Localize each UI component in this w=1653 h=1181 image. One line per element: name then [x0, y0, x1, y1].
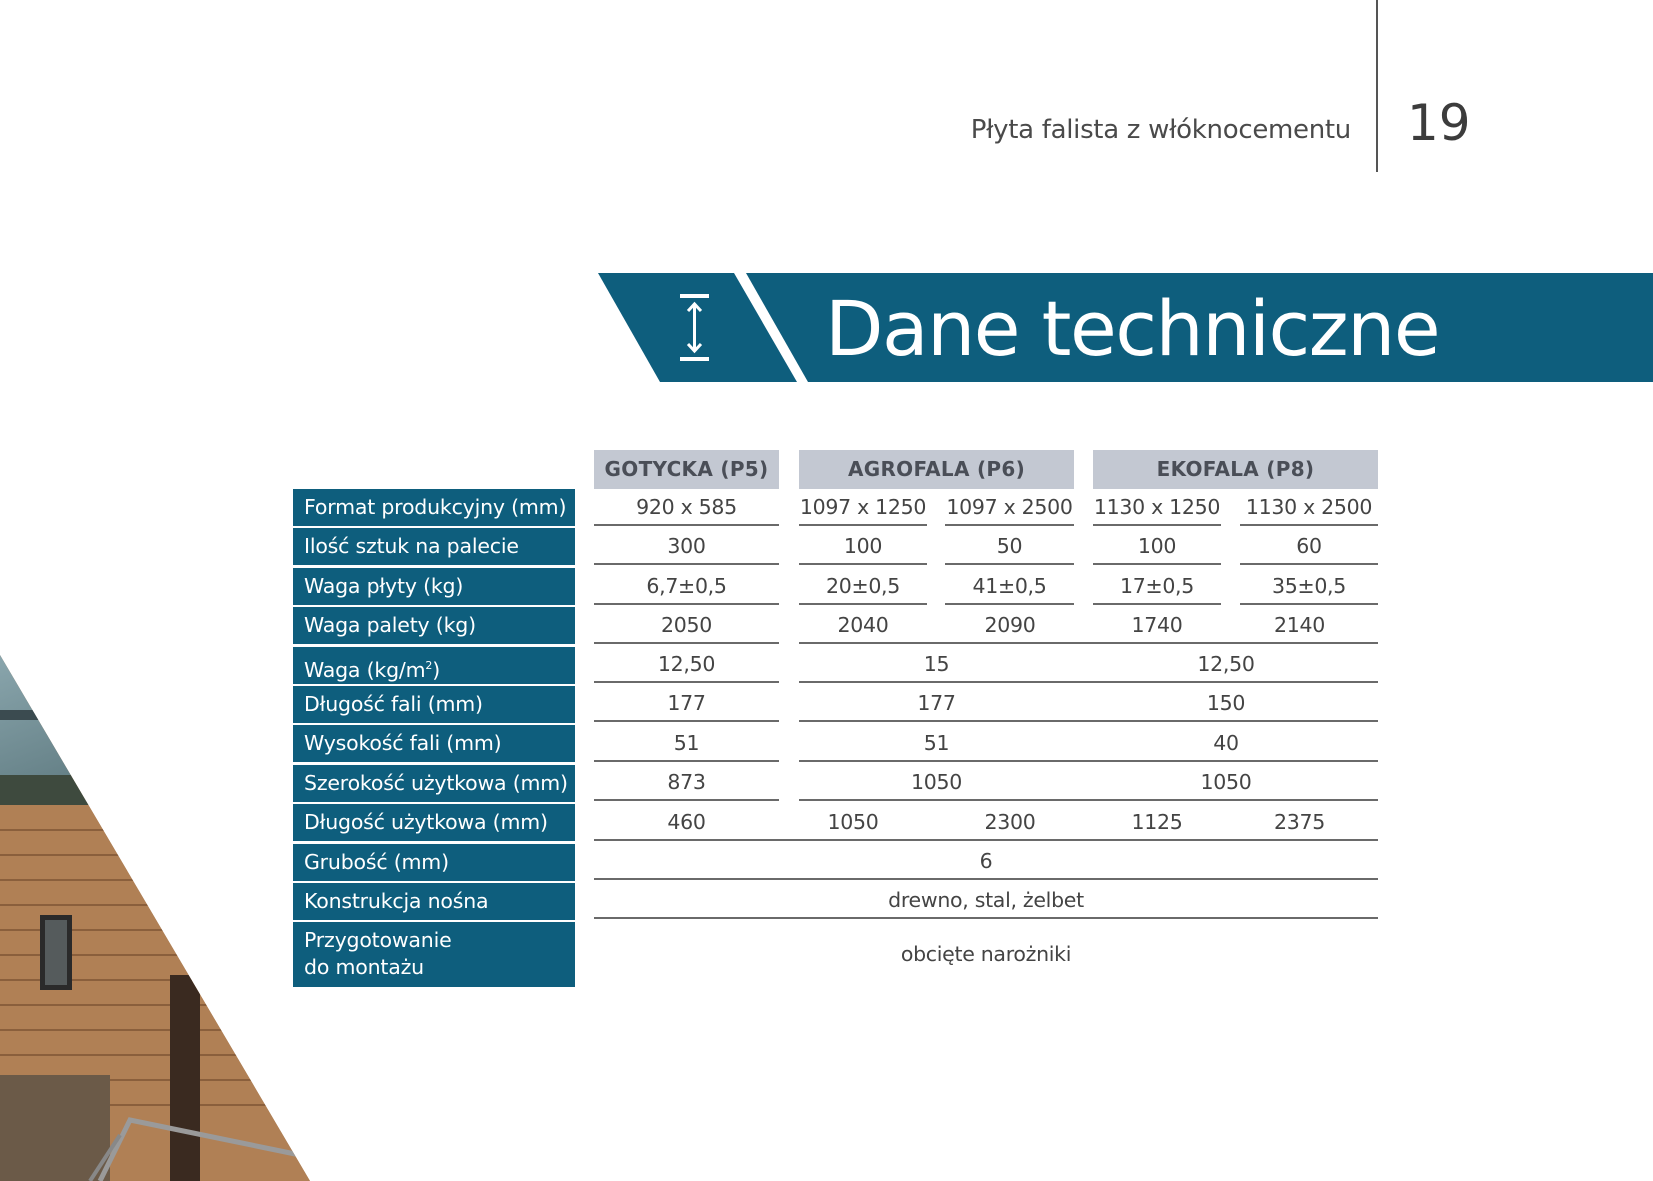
table-cell: 6,7±0,5: [594, 568, 779, 605]
header-divider: [1376, 0, 1378, 172]
document-title: Płyta falista z włóknocementu: [970, 115, 1351, 145]
table-cell: 1130 x 1250: [1093, 489, 1221, 526]
table-cell: 150: [1074, 685, 1378, 722]
table-cell: 2050: [594, 607, 779, 644]
table-cell: 2040: [799, 607, 927, 644]
table-cell: 35±0,5: [1240, 568, 1378, 605]
column-header-gotycka: GOTYCKA (P5): [594, 450, 779, 489]
row-label-installation-prep: Przygotowanie do montażu: [293, 922, 575, 987]
table-cell: 20±0,5: [799, 568, 927, 605]
table-cell: 1740: [1093, 607, 1221, 644]
row-label-support-structure: Konstrukcja nośna: [293, 883, 575, 920]
row-labels: [293, 489, 575, 990]
table-cell: 873: [594, 764, 779, 801]
table-cell: 920 x 585: [594, 489, 779, 526]
table-cell: 15: [799, 646, 1074, 683]
row-label-thickness: Grubość (mm): [293, 844, 575, 881]
table-cell: 460: [594, 804, 779, 841]
table-cell: 1125: [1093, 804, 1221, 841]
table-cell: 2375: [1221, 804, 1378, 841]
table-cell: 1097 x 2500: [945, 489, 1074, 526]
table-cell: 1050: [799, 764, 1074, 801]
table-cell: 100: [1093, 528, 1221, 565]
table-cell: 40: [1074, 725, 1378, 762]
table-cell: 1130 x 2500: [1240, 489, 1378, 526]
row-label-pallet-weight: Waga palety (kg): [293, 607, 575, 644]
table-cell: 100: [799, 528, 927, 565]
page-number: 19: [1407, 94, 1471, 152]
table-cell: 2140: [1221, 607, 1378, 644]
row-label-sheet-weight: Waga płyty (kg): [293, 568, 575, 605]
table-cell: 1097 x 1250: [799, 489, 927, 526]
table-cell: 17±0,5: [1093, 568, 1221, 605]
table-cell: 2300: [927, 804, 1093, 841]
row-label-weight-per-m2: Waga $(kg/m^2)$: [293, 647, 575, 684]
table-cell: 1050: [1074, 764, 1378, 801]
column-header-agrofala: AGROFALA (P6): [799, 450, 1074, 489]
table-cell: 2090: [927, 607, 1093, 644]
row-label-pieces-per-pallet: Ilość sztuk na palecie: [293, 528, 575, 565]
building-photo: [0, 655, 310, 1181]
table-cell: 12,50: [594, 646, 779, 683]
table-cell: obcięte narożniki: [900, 942, 1072, 966]
table-cell: 12,50: [1074, 646, 1378, 683]
column-header-ekofala: EKOFALA (P8): [1093, 450, 1378, 489]
table-cell: 6: [594, 843, 1378, 880]
row-label-wave-height: Wysokość fali (mm): [293, 725, 575, 762]
table-cell: 300: [594, 528, 779, 565]
table-cell: 51: [799, 725, 1074, 762]
row-label-wave-length: Długość fali (mm): [293, 686, 575, 723]
table-cell: drewno, stal, żelbet: [594, 882, 1378, 919]
table-cell: 60: [1240, 528, 1378, 565]
table-cell: 177: [594, 685, 779, 722]
row-label-format: Format produkcyjny (mm): [293, 489, 575, 526]
table-cell: 51: [594, 725, 779, 762]
table-cell: 41±0,5: [945, 568, 1074, 605]
table-cell: 177: [799, 685, 1074, 722]
table-cell: 1050: [779, 804, 927, 841]
row-label-usable-width: Szerokość użytkowa (mm): [293, 765, 575, 802]
section-title: Dane techniczne: [825, 284, 1440, 373]
row-label-usable-length: Długość użytkowa (mm): [293, 804, 575, 841]
table-cell: 50: [945, 528, 1074, 565]
